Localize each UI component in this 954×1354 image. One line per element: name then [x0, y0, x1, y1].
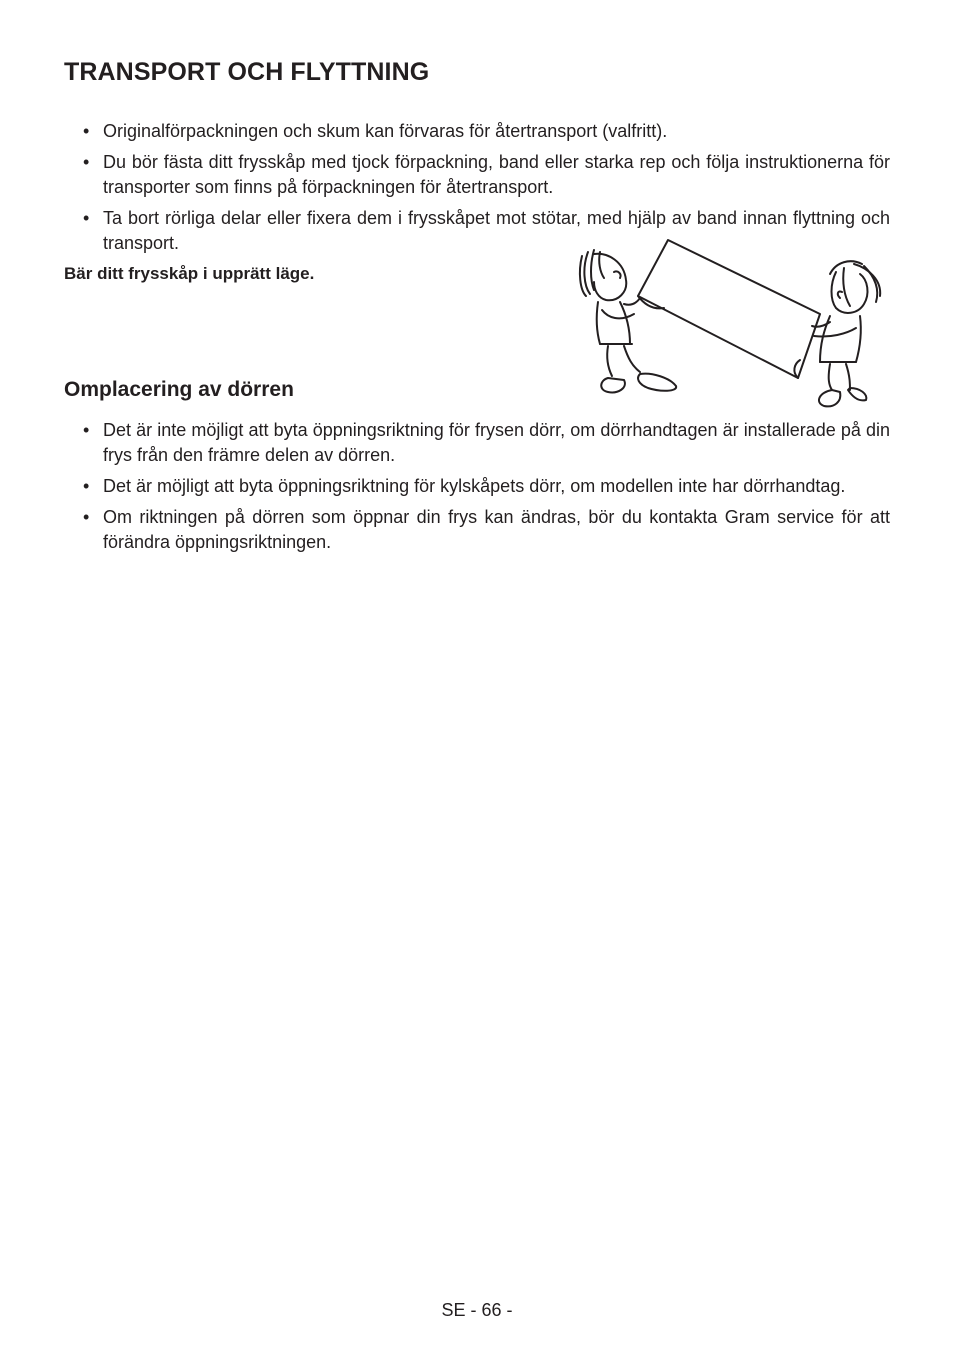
section-title-door: Omplacering av dörren: [64, 378, 294, 401]
freezer-box-shape: [638, 240, 820, 378]
list-item: • Ta bort rörliga delar eller fixera dem i frysskåpet mot stötar, med hjälp av band innan flyttning och transport.: [64, 206, 890, 256]
list-item: • Det är inte möjligt att byta öppningsriktning för frysen dörr, om dörrhandtagen är installerade på din frys från den främre delen av dörren.: [64, 418, 890, 468]
upright-note: Bär ditt frysskåp i upprätt läge.: [64, 264, 315, 283]
left-person-figure: [580, 250, 676, 392]
list-item: • Det är möjligt att byta öppningsriktning för kylskåpets dörr, om modellen inte har dörrhandtag.: [64, 474, 890, 499]
door-bullet-list: [64, 418, 890, 561]
list-item: • Originalförpackningen och skum kan förvaras för återtransport (valfritt).: [64, 119, 890, 144]
page-number: SE - 66 -: [441, 1300, 513, 1320]
list-item: • Du bör fästa ditt frysskåp med tjock förpackning, band eller starka rep och följa instruktionerna för transporter som finns på förpackningen för återtransport.: [64, 150, 890, 200]
page-title: TRANSPORT OCH FLYTTNING: [64, 58, 430, 86]
list-item: • Om riktningen på dörren som öppnar din frys kan ändras, bör du kontakta Gram service för att förändra öppningsriktningen.: [64, 505, 890, 555]
two-people-carrying-freezer-illustration: [568, 232, 894, 410]
right-person-figure: [812, 261, 880, 406]
